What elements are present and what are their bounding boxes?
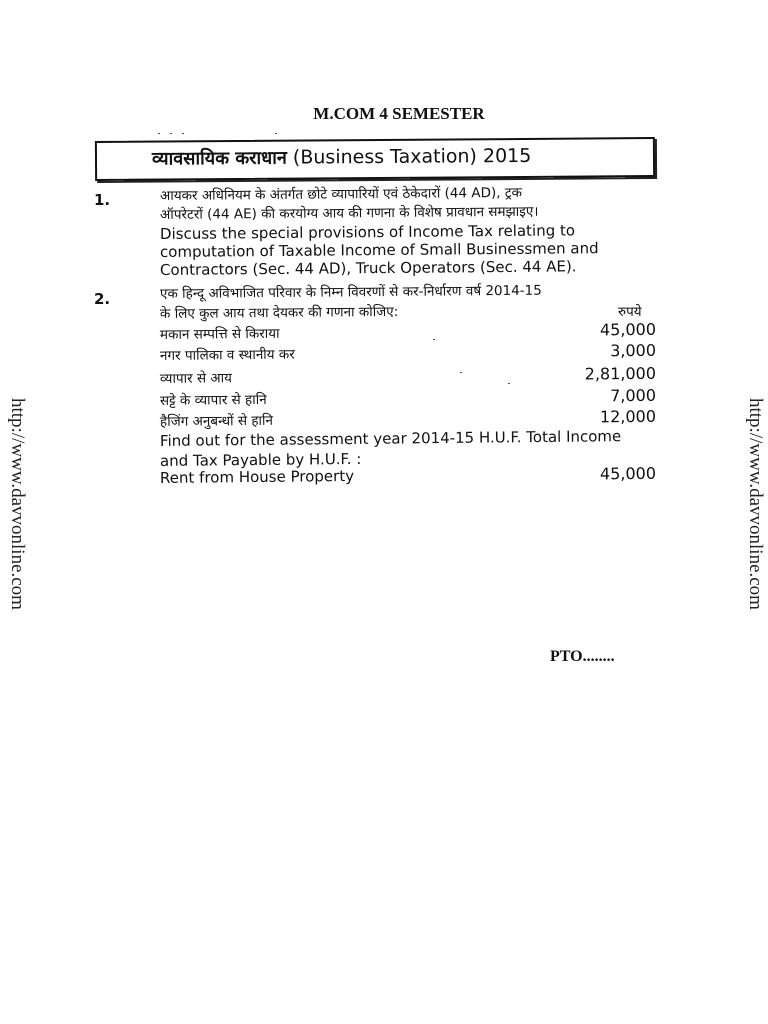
page-header: M.COM 4 SEMESTER (313, 104, 485, 123)
q2-hindi-line-1: एक हिन्दू अविभाजित परिवार के निम्न विवरणों से कर-निर्धारण वर्ष 2014-15 (159, 282, 542, 302)
scan-speck (508, 383, 510, 384)
scan-speck (170, 133, 172, 134)
q2-english-line-1: Find out for the assessment year 2014-15 H.U.F. Total Income (159, 427, 622, 450)
q1-english-line-3: Contractors (Sec. 44 AD), Truck Operators (Sec. 44 AE). (159, 257, 577, 279)
item-amount: 7,000 (610, 385, 657, 406)
item-amount: 12,000 (599, 406, 657, 427)
q2-english-line-2: and Tax Payable by H.U.F. : (159, 449, 362, 470)
q2-hindi-line-2: के लिए कुल आय तथा देयकर की गणना कोजिए: (159, 303, 399, 322)
q1-hindi-line-1: आयकर अधिनियम के अंतर्गत छोटे व्यापारियों एवं ठेकेदारों (44 AD), ट्रक (159, 184, 523, 204)
q1-hindi-line-2: ऑपरेटरों (44 AE) की करयोग्य आय की गणना के विशेष प्रावधान समझाइए। (159, 203, 539, 223)
item-amount: 2,81,000 (584, 363, 657, 384)
scan-speck (182, 133, 184, 134)
item-label: व्यापार से आय (159, 370, 233, 387)
currency-label: रुपये (618, 304, 642, 320)
item-label: मकान सम्पत्ति से किराया (159, 325, 280, 343)
item-label: सट्टे के व्यापार से हानि (159, 391, 267, 409)
item-label: हैजिंग अनुबन्धों से हानि (159, 412, 274, 430)
paper-title (152, 144, 532, 171)
scan-speck (433, 339, 435, 340)
watermark-right: http://www.davvonline.com (745, 398, 766, 610)
question-1-number: 1. (94, 191, 111, 209)
scan-speck (158, 133, 160, 134)
list-item (160, 341, 656, 366)
q1-english-line-1: Discuss the special provisions of Income Tax relating to (159, 221, 576, 243)
item-amount: 3,000 (610, 340, 657, 361)
item-label: नगर पालिका व स्थानीय कर (159, 346, 295, 364)
list-item (160, 364, 656, 389)
item-amount: 45,000 (599, 319, 657, 340)
scan-speck (460, 372, 462, 373)
item-amount: 45,000 (599, 463, 657, 484)
list-item (160, 464, 656, 489)
question-2-number: 2. (94, 290, 111, 308)
watermark-left: http://www.davvonline.com (7, 398, 28, 610)
title-english: (Business Taxation) 2015 (292, 144, 532, 169)
item-label: Rent from House Property (159, 466, 355, 487)
title-box (95, 137, 655, 181)
page-turn-note: PTO........ (550, 648, 615, 665)
q1-english-line-2: computation of Taxable Income of Small Businessmen and (159, 239, 599, 261)
title-hindi: व्यावसायिक कराधान (151, 147, 287, 170)
scan-speck (275, 133, 277, 134)
